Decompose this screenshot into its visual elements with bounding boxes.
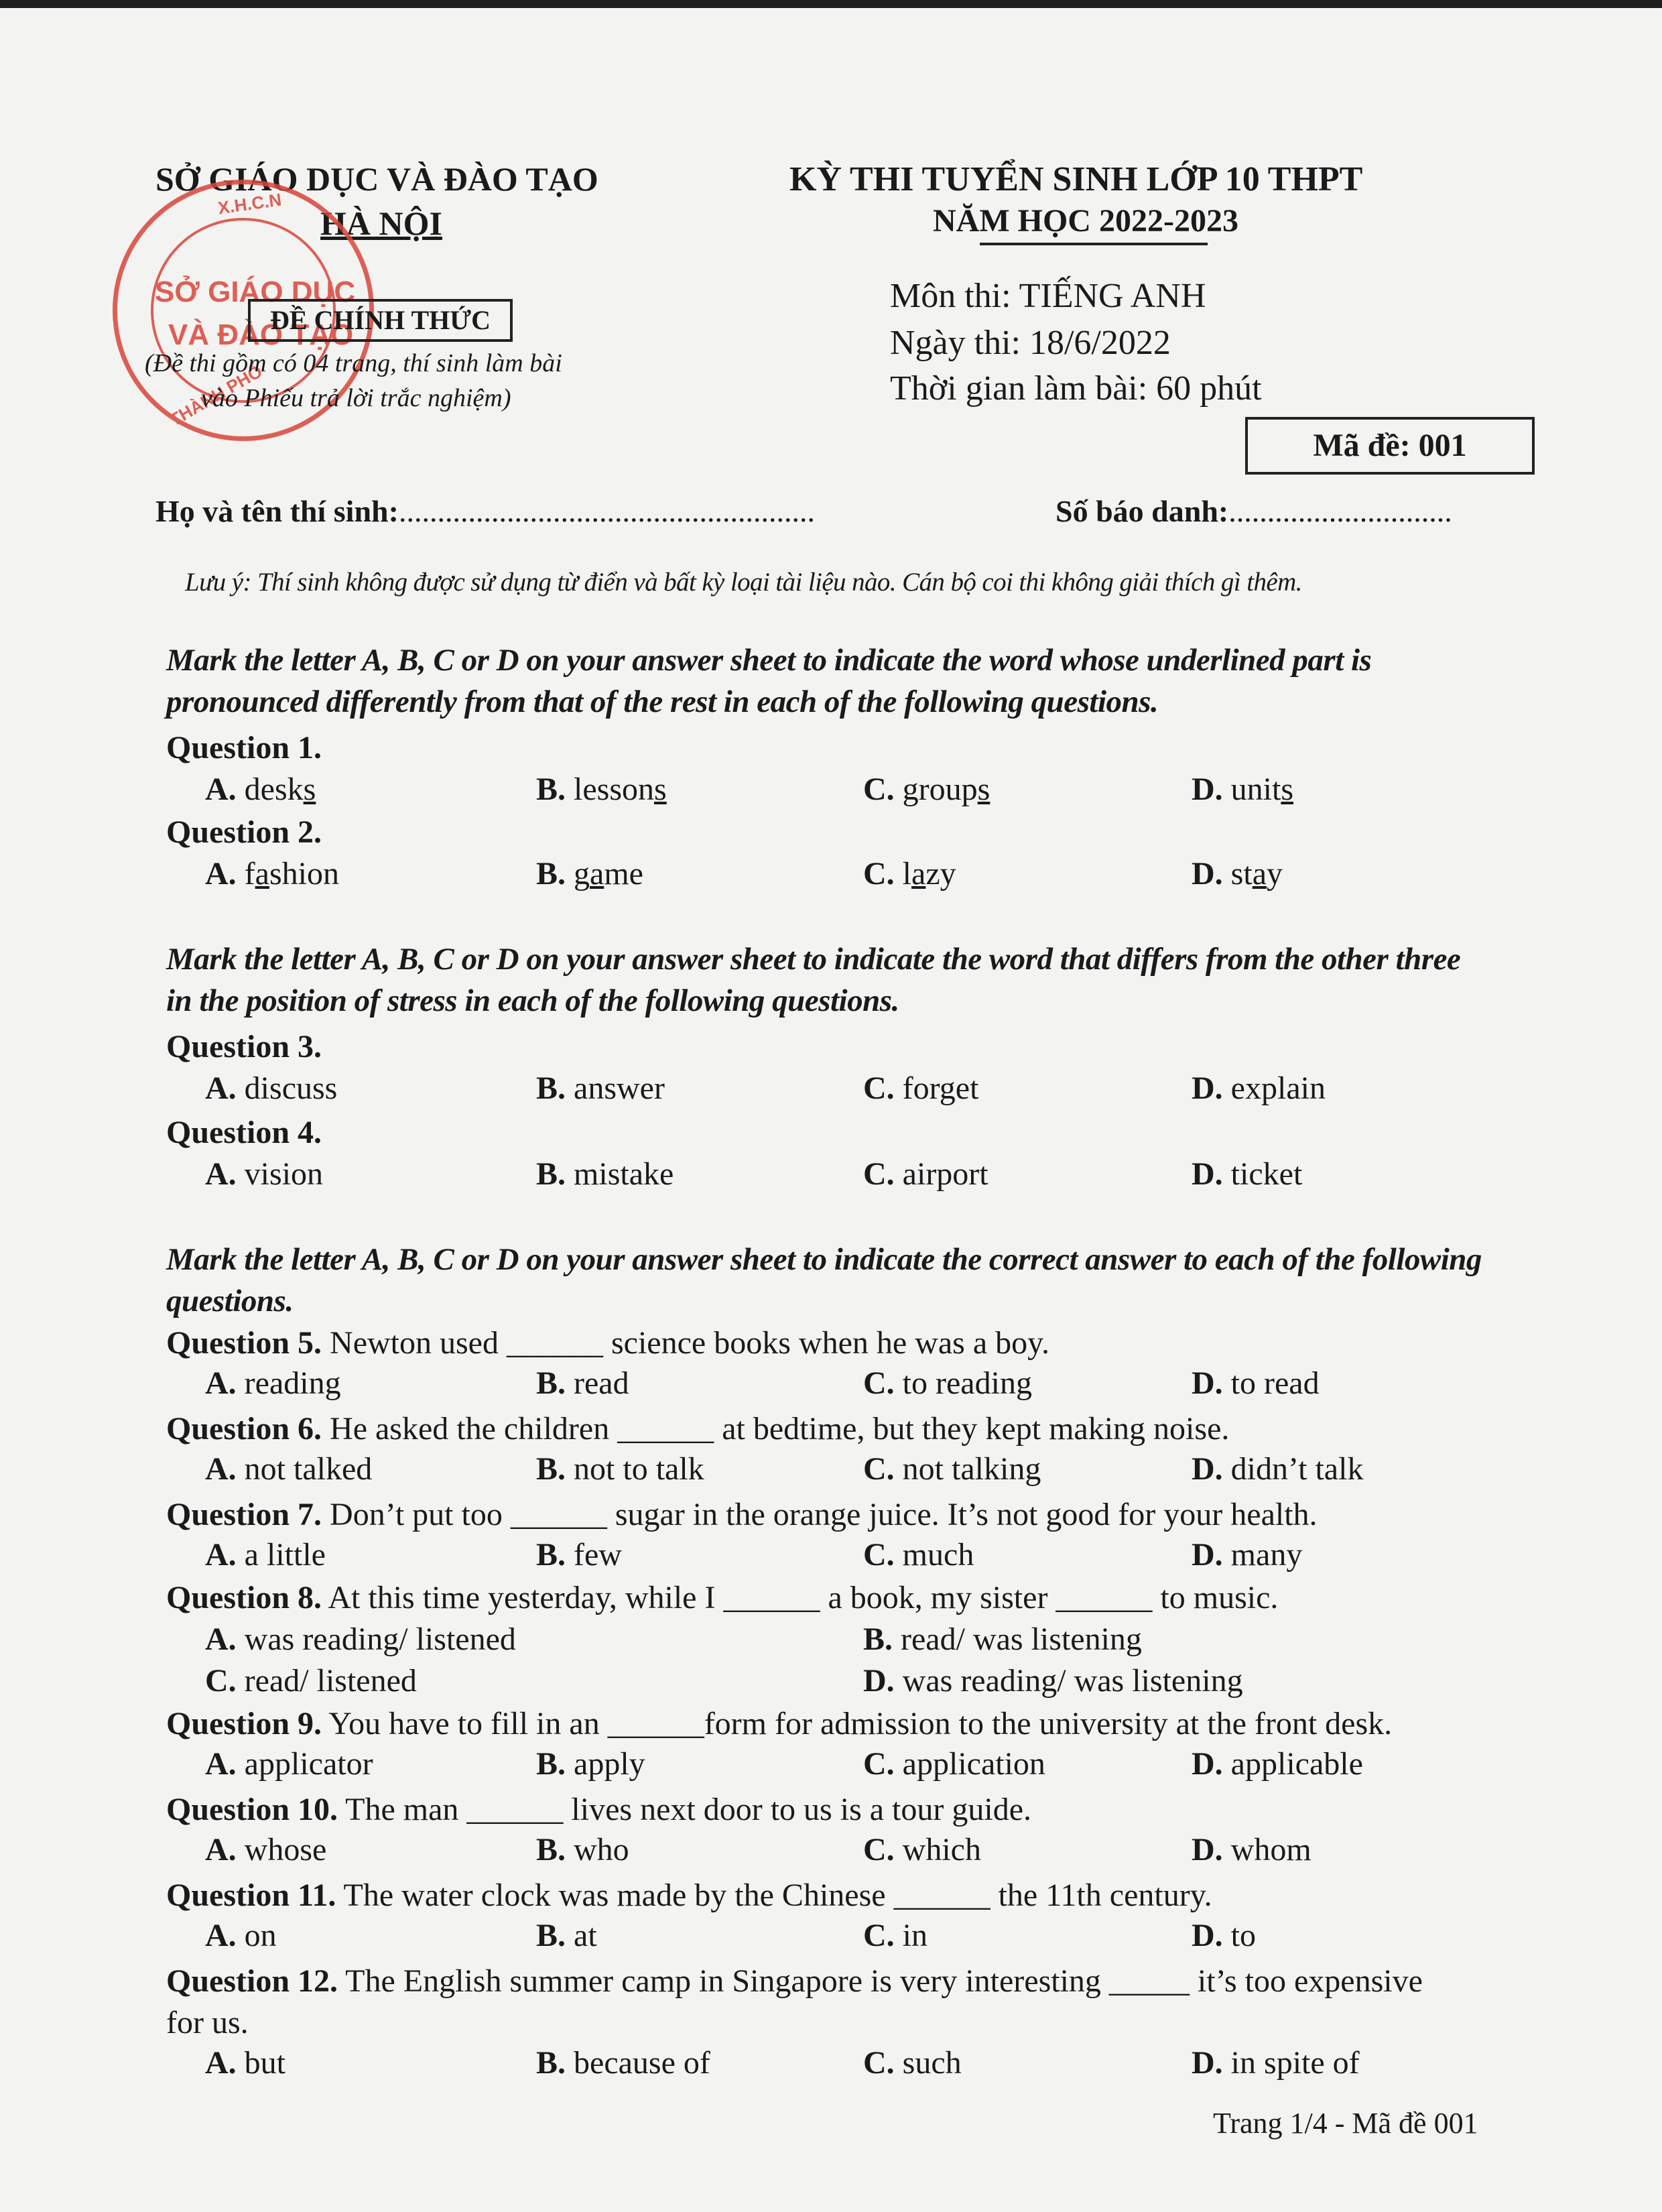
option-text: ticket — [1230, 1156, 1303, 1192]
q11-option-a — [205, 1917, 277, 1954]
option-text: not to talk — [574, 1451, 704, 1487]
question-label: Question 11. — [166, 1878, 336, 1913]
question-5 — [166, 1325, 1049, 1361]
q2-option-a — [205, 855, 339, 892]
option-text: group — [894, 772, 978, 807]
pages-note-line1: (Đề thi gồm có 04 trang, thí sinh làm bài — [145, 349, 562, 377]
candidate-id-field — [1056, 493, 1452, 529]
underlined-part: s — [1281, 772, 1294, 807]
question-text: You have to fill in an ______form for admission to the university at the front desk. — [322, 1706, 1393, 1741]
q3-option-b — [536, 1070, 665, 1107]
option-text: many — [1230, 1537, 1303, 1573]
option-text: unit — [1222, 772, 1281, 807]
option-text: much — [902, 1537, 974, 1573]
section3-instruction-line1: Mark the letter A, B, C or D on your answer sheet to indicate the correct answer to each of the following — [166, 1242, 1482, 1277]
option-text: but — [244, 2045, 286, 2081]
question-label: Question 12. — [166, 1963, 338, 1999]
question-text: At this time yesterday, while I ______ a book, my sister ______ to music. — [322, 1580, 1279, 1615]
option-text: not talked — [244, 1451, 373, 1487]
question-label: Question 9. — [166, 1706, 322, 1741]
seal-ring-text-bottom: THÀNH PHỐ — [166, 361, 266, 430]
option-letter: A. — [205, 772, 237, 807]
exam-title: KỲ THI TUYỂN SINH LỚP 10 THPT — [789, 160, 1363, 198]
option-letter: B. — [536, 856, 566, 892]
q8-option-c — [205, 1662, 417, 1699]
option-letter: C. — [863, 1832, 895, 1867]
option-text: read — [574, 1365, 629, 1401]
q5-option-d — [1192, 1365, 1320, 1402]
q10-option-d — [1192, 1831, 1312, 1868]
q6-option-c — [863, 1451, 1041, 1487]
q12-option-c — [863, 2044, 962, 2081]
section1-instruction-line2: pronounced differently from that of the rest in each of the following questions. — [166, 684, 1159, 719]
underlined-part: a — [590, 856, 604, 892]
option-text: didn’t talk — [1230, 1451, 1364, 1487]
option-letter: C. — [863, 1070, 895, 1106]
scan-top-border — [0, 0, 1662, 8]
q11-option-d — [1192, 1917, 1256, 1954]
option-text: g — [566, 856, 590, 892]
option-text: applicator — [244, 1746, 373, 1782]
q10-option-b — [536, 1831, 629, 1868]
option-letter: B. — [536, 772, 566, 807]
option-text-rest: shion — [269, 856, 339, 892]
option-letter: D. — [1192, 1365, 1223, 1401]
option-text: read/ listened — [244, 1663, 417, 1699]
exam-subject — [890, 276, 1206, 316]
question-text: Newton used ______ science books when he was a boy. — [322, 1325, 1050, 1361]
underlined-part: a — [1252, 856, 1267, 892]
q4-option-d — [1192, 1156, 1302, 1192]
option-text: because of — [574, 2045, 710, 2081]
candidate-name-field — [155, 493, 815, 529]
option-text: forget — [902, 1070, 979, 1106]
option-letter: D. — [863, 1663, 895, 1699]
option-text: to — [1230, 1918, 1257, 1953]
section1-instruction-line1: Mark the letter A, B, C or D on your answer sheet to indicate the word whose underlined part is — [166, 643, 1372, 678]
question-text: The water clock was made by the Chinese ______ the 11th century. — [336, 1878, 1212, 1913]
underlined-part: s — [303, 772, 316, 807]
question-3-label: Question 3. — [166, 1029, 322, 1064]
q10-option-c — [863, 1831, 981, 1868]
option-text: at — [574, 1918, 597, 1953]
option-letter: A. — [205, 1451, 237, 1487]
option-text: airport — [902, 1156, 988, 1192]
option-text: few — [574, 1537, 622, 1573]
option-letter: D. — [1192, 1918, 1223, 1953]
option-text: l — [894, 856, 912, 892]
option-letter: D. — [1192, 1832, 1223, 1867]
underlined-part: s — [654, 772, 667, 807]
option-letter: A. — [205, 1070, 237, 1106]
option-letter: A. — [205, 1537, 237, 1573]
q8-option-d — [863, 1662, 1243, 1699]
option-text: mistake — [574, 1156, 674, 1192]
option-text: whose — [244, 1832, 327, 1867]
q3-option-d — [1192, 1070, 1326, 1107]
option-text: on — [244, 1918, 277, 1953]
q7-option-d — [1192, 1536, 1302, 1573]
q3-option-a — [205, 1070, 337, 1107]
option-text: who — [574, 1832, 629, 1867]
section2-instruction-line2: in the position of stress in each of the following questions. — [166, 983, 899, 1018]
q2-option-c — [863, 855, 956, 892]
question-2-label: Question 2. — [166, 814, 322, 850]
school-year: NĂM HỌC 2022-2023 — [933, 203, 1238, 239]
question-11 — [166, 1877, 1212, 1914]
option-text: not talking — [902, 1451, 1041, 1487]
q6-option-a — [205, 1451, 372, 1487]
question-6 — [166, 1410, 1229, 1447]
question-1-label: Question 1. — [166, 730, 322, 765]
option-letter: B. — [863, 1621, 893, 1657]
option-letter: C. — [863, 1365, 895, 1401]
candidate-id-label: Số báo danh: — [1056, 494, 1229, 528]
option-letter: D. — [1192, 1451, 1223, 1487]
q1-option-c — [863, 771, 990, 808]
option-text: to read — [1230, 1365, 1320, 1401]
option-letter: A. — [205, 1746, 237, 1782]
option-text-rest: me — [604, 856, 643, 892]
q9-option-a — [205, 1745, 373, 1782]
q6-option-b — [536, 1451, 704, 1487]
seal-line-2: VÀ ĐÀO TẠO — [168, 318, 354, 351]
option-text: in — [902, 1918, 928, 1953]
q4-option-b — [536, 1156, 674, 1192]
pages-note-line2: vào Phiếu trả lời trắc nghiệm) — [201, 384, 511, 412]
option-letter: A. — [205, 2045, 237, 2081]
option-letter: B. — [536, 1537, 566, 1573]
q11-option-c — [863, 1917, 928, 1954]
q10-option-a — [205, 1831, 326, 1868]
option-letter: D. — [1192, 1156, 1223, 1192]
q12-option-a — [205, 2044, 285, 2081]
option-letter: A. — [205, 1156, 237, 1192]
candidate-name-label: Họ và tên thí sinh: — [155, 494, 399, 528]
exam-duration: Thời gian làm bài: 60 phút — [890, 369, 1262, 408]
option-letter: A. — [205, 1365, 237, 1401]
option-text-rest: zy — [925, 856, 956, 892]
question-label: Question 8. — [166, 1580, 322, 1615]
option-text: application — [902, 1746, 1045, 1782]
option-text: which — [902, 1832, 981, 1867]
candidate-name-dots: ...................................................... — [398, 494, 815, 528]
question-8 — [166, 1579, 1278, 1616]
option-text: explain — [1230, 1070, 1326, 1106]
option-text: in spite of — [1230, 2045, 1360, 2081]
option-letter: B. — [536, 2045, 566, 2081]
option-letter: C. — [205, 1663, 237, 1699]
q12-option-b — [536, 2044, 710, 2081]
exam-date: Ngày thi: 18/6/2022 — [890, 324, 1171, 362]
q8-option-b — [863, 1621, 1142, 1658]
question-label: Question 5. — [166, 1325, 322, 1361]
option-letter: C. — [863, 772, 895, 807]
option-letter: B. — [536, 1156, 566, 1192]
department-city: HÀ NỘI — [320, 204, 442, 242]
option-letter: B. — [536, 1365, 566, 1401]
question-label: Question 10. — [166, 1792, 338, 1827]
candidate-id-dots: ............................. — [1228, 494, 1452, 528]
question-9 — [166, 1705, 1392, 1742]
school-year-underline — [980, 243, 1208, 245]
q6-option-d — [1192, 1451, 1363, 1487]
underlined-part: s — [977, 772, 990, 807]
q1-option-d — [1192, 771, 1293, 808]
q5-option-a — [205, 1365, 341, 1402]
question-label: Question 7. — [166, 1497, 322, 1532]
question-text: The man ______ lives next door to us is a tour guide. — [338, 1792, 1032, 1827]
exam-notice: Lưu ý: Thí sinh không được sử dụng từ điển và bất kỳ loại tài liệu nào. Cán bộ coi thi không giải thích gì thêm. — [185, 568, 1302, 597]
option-letter: B. — [536, 1746, 566, 1782]
question-12-continued: for us. — [166, 2005, 249, 2040]
option-text: read/ was listening — [901, 1621, 1142, 1657]
q7-option-b — [536, 1536, 622, 1573]
q5-option-c — [863, 1365, 1032, 1402]
option-text: answer — [574, 1070, 665, 1106]
option-text: f — [236, 856, 255, 892]
option-letter: A. — [205, 1918, 237, 1953]
option-letter: A. — [205, 1832, 237, 1867]
seal-line-1: SỞ GIÁO DỤC — [155, 275, 356, 308]
question-10 — [166, 1791, 1031, 1828]
q5-option-b — [536, 1365, 629, 1402]
option-letter: A. — [205, 1621, 237, 1657]
option-text: st — [1222, 856, 1253, 892]
option-letter: C. — [863, 1451, 895, 1487]
option-text: was reading/ listened — [244, 1621, 516, 1657]
q2-option-b — [536, 855, 643, 892]
option-letter: D. — [1192, 1537, 1223, 1573]
option-text: reading — [244, 1365, 341, 1401]
q3-option-c — [863, 1070, 978, 1107]
q7-option-a — [205, 1536, 326, 1573]
section2-instruction-line1: Mark the letter A, B, C or D on your answer sheet to indicate the word that differs from the other three — [166, 942, 1461, 977]
option-text: discuss — [244, 1070, 338, 1106]
question-4-label: Question 4. — [166, 1115, 322, 1150]
underlined-part: a — [255, 856, 269, 892]
section3-instruction-line2: questions. — [166, 1284, 294, 1318]
option-text: was reading/ was listening — [902, 1663, 1243, 1699]
option-letter: B. — [536, 1832, 566, 1867]
option-letter: D. — [1192, 856, 1223, 892]
option-letter: C. — [863, 2045, 895, 2081]
question-text: He asked the children ______ at bedtime, but they kept making noise. — [322, 1411, 1230, 1447]
q4-option-a — [205, 1156, 323, 1192]
option-letter: B. — [536, 1451, 566, 1487]
option-text: desk — [236, 772, 304, 807]
option-letter: A. — [205, 856, 237, 892]
question-label: Question 6. — [166, 1411, 322, 1447]
option-letter: D. — [1192, 1746, 1223, 1782]
question-text: The English summer camp in Singapore is very interesting _____ it’s too expensive — [338, 1963, 1423, 1999]
option-letter: C. — [863, 1918, 895, 1953]
q12-option-d — [1192, 2044, 1360, 2081]
option-text: applicable — [1230, 1746, 1363, 1782]
option-text: to reading — [902, 1365, 1032, 1401]
q7-option-c — [863, 1536, 974, 1573]
question-text: Don’t put too ______ sugar in the orange juice. It’s not good for your health. — [322, 1497, 1318, 1532]
q1-option-a — [205, 771, 316, 808]
option-letter: D. — [1192, 772, 1223, 807]
q9-option-c — [863, 1745, 1045, 1782]
option-letter: D. — [1192, 2045, 1223, 2081]
q9-option-d — [1192, 1745, 1363, 1782]
option-letter: C. — [863, 856, 895, 892]
seal-ring-text: X.H.C.N — [216, 189, 283, 219]
question-12 — [166, 1963, 1423, 2000]
option-letter: B. — [536, 1918, 566, 1953]
exam-subject-text: Môn thi: TIẾNG ANH — [890, 277, 1206, 315]
option-letter: D. — [1192, 1070, 1223, 1106]
option-letter: C. — [863, 1746, 895, 1782]
question-7 — [166, 1496, 1318, 1533]
option-text: lesson — [566, 772, 655, 807]
q1-option-b — [536, 771, 667, 808]
option-letter: C. — [863, 1537, 895, 1573]
option-text: vision — [244, 1156, 324, 1192]
option-text: whom — [1230, 1832, 1312, 1867]
q2-option-d — [1192, 855, 1283, 892]
q8-option-a — [205, 1621, 516, 1658]
q4-option-c — [863, 1156, 988, 1192]
option-text: such — [902, 2045, 962, 2081]
official-exam-label: ĐỀ CHÍNH THỨC — [248, 299, 513, 342]
option-text: a little — [244, 1537, 326, 1573]
page-footer: Trang 1/4 - Mã đề 001 — [1213, 2107, 1478, 2140]
department-name: SỞ GIÁO DỤC VÀ ĐÀO TẠO — [155, 160, 598, 198]
option-letter: C. — [863, 1156, 895, 1192]
option-text-rest: y — [1267, 856, 1283, 892]
underlined-part: a — [911, 856, 926, 892]
q11-option-b — [536, 1917, 597, 1954]
option-letter: B. — [536, 1070, 566, 1106]
exam-code-box: Mã đề: 001 — [1245, 417, 1535, 475]
q9-option-b — [536, 1745, 645, 1782]
option-text: apply — [574, 1746, 645, 1782]
